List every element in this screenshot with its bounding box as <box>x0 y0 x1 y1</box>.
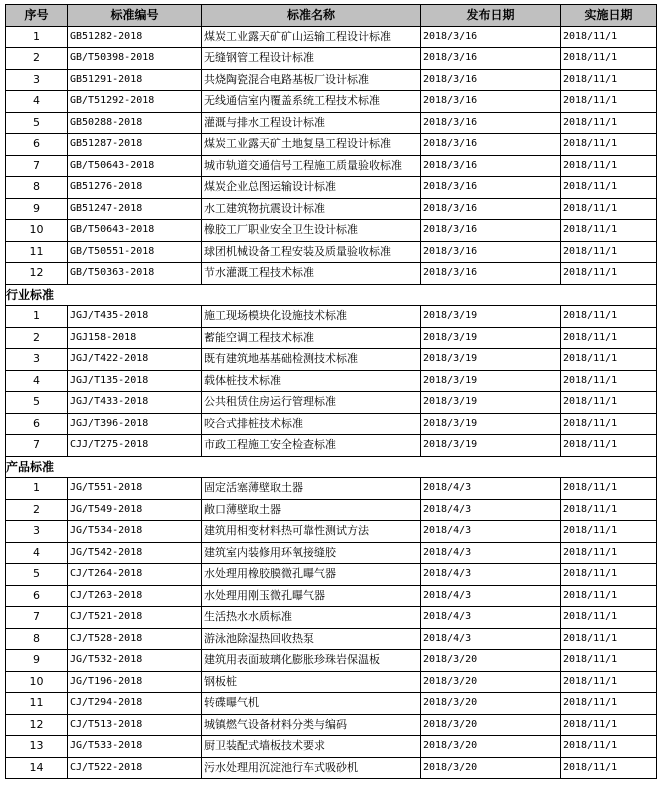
cell-publish-date: 2018/3/16 <box>421 48 561 70</box>
header-effective-date: 实施日期 <box>561 5 657 27</box>
cell-name: 转碟曝气机 <box>202 693 421 715</box>
cell-name: 灌溉与排水工程设计标准 <box>202 112 421 134</box>
cell-code: GB51247-2018 <box>68 198 202 220</box>
table-row <box>6 349 657 371</box>
cell-effective-date: 2018/11/1 <box>561 478 657 500</box>
cell-index: 13 <box>6 736 68 758</box>
cell-publish-date: 2018/3/16 <box>421 220 561 242</box>
table-row <box>6 585 657 607</box>
cell-code: GB/T50643-2018 <box>68 155 202 177</box>
table-row <box>6 26 657 48</box>
cell-code: JG/T196-2018 <box>68 671 202 693</box>
cell-effective-date: 2018/11/1 <box>561 69 657 91</box>
cell-publish-date: 2018/3/20 <box>421 693 561 715</box>
cell-name: 煤炭企业总图运输设计标准 <box>202 177 421 199</box>
table-row <box>6 177 657 199</box>
cell-name: 建筑用相变材料热可靠性测试方法 <box>202 521 421 543</box>
table-row <box>6 521 657 543</box>
cell-code: JG/T534-2018 <box>68 521 202 543</box>
cell-publish-date: 2018/3/16 <box>421 198 561 220</box>
cell-name: 既有建筑地基基础检测技术标准 <box>202 349 421 371</box>
cell-effective-date: 2018/11/1 <box>561 693 657 715</box>
table-row <box>6 736 657 758</box>
cell-publish-date: 2018/4/3 <box>421 628 561 650</box>
cell-index: 1 <box>6 26 68 48</box>
cell-effective-date: 2018/11/1 <box>561 435 657 457</box>
cell-index: 4 <box>6 542 68 564</box>
cell-name: 球团机械设备工程安装及质量验收标准 <box>202 241 421 263</box>
cell-effective-date: 2018/11/1 <box>561 370 657 392</box>
header-row <box>6 5 657 27</box>
table-row <box>6 607 657 629</box>
cell-effective-date: 2018/11/1 <box>561 499 657 521</box>
cell-name: 钢板桩 <box>202 671 421 693</box>
cell-index: 5 <box>6 112 68 134</box>
cell-index: 2 <box>6 499 68 521</box>
section-row <box>6 284 657 306</box>
cell-index: 2 <box>6 327 68 349</box>
cell-effective-date: 2018/11/1 <box>561 521 657 543</box>
table-row <box>6 478 657 500</box>
cell-code: GB51291-2018 <box>68 69 202 91</box>
header-index: 序号 <box>6 5 68 27</box>
cell-name: 水工建筑物抗震设计标准 <box>202 198 421 220</box>
table-row <box>6 220 657 242</box>
cell-effective-date: 2018/11/1 <box>561 413 657 435</box>
cell-index: 8 <box>6 177 68 199</box>
cell-publish-date: 2018/4/3 <box>421 564 561 586</box>
table-row <box>6 628 657 650</box>
cell-name: 节水灌溉工程技术标准 <box>202 263 421 285</box>
cell-publish-date: 2018/4/3 <box>421 499 561 521</box>
cell-index: 7 <box>6 155 68 177</box>
cell-publish-date: 2018/3/16 <box>421 134 561 156</box>
table-row <box>6 435 657 457</box>
cell-name: 公共租赁住房运行管理标准 <box>202 392 421 414</box>
cell-index: 5 <box>6 564 68 586</box>
cell-name: 污水处理用沉淀池行车式吸砂机 <box>202 757 421 779</box>
header-code: 标准编号 <box>68 5 202 27</box>
cell-code: CJ/T513-2018 <box>68 714 202 736</box>
cell-name: 水处理用橡胶膜微孔曝气器 <box>202 564 421 586</box>
cell-code: GB51287-2018 <box>68 134 202 156</box>
cell-index: 9 <box>6 650 68 672</box>
cell-code: JG/T532-2018 <box>68 650 202 672</box>
cell-code: CJJ/T275-2018 <box>68 435 202 457</box>
table-row <box>6 327 657 349</box>
cell-publish-date: 2018/3/20 <box>421 650 561 672</box>
cell-name: 无线通信室内覆盖系统工程技术标准 <box>202 91 421 113</box>
cell-code: GB51276-2018 <box>68 177 202 199</box>
cell-code: GB/T50363-2018 <box>68 263 202 285</box>
cell-name: 蓄能空调工程技术标准 <box>202 327 421 349</box>
cell-index: 7 <box>6 607 68 629</box>
cell-effective-date: 2018/11/1 <box>561 241 657 263</box>
cell-name: 建筑用表面玻璃化膨胀珍珠岩保温板 <box>202 650 421 672</box>
cell-index: 11 <box>6 693 68 715</box>
cell-code: CJ/T521-2018 <box>68 607 202 629</box>
table-row <box>6 370 657 392</box>
cell-publish-date: 2018/4/3 <box>421 585 561 607</box>
cell-publish-date: 2018/4/3 <box>421 521 561 543</box>
cell-effective-date: 2018/11/1 <box>561 327 657 349</box>
cell-code: GB50288-2018 <box>68 112 202 134</box>
cell-effective-date: 2018/11/1 <box>561 564 657 586</box>
cell-effective-date: 2018/11/1 <box>561 177 657 199</box>
cell-name: 煤炭工业露天矿矿山运输工程设计标准 <box>202 26 421 48</box>
cell-publish-date: 2018/3/20 <box>421 757 561 779</box>
cell-name: 厨卫装配式墙板技术要求 <box>202 736 421 758</box>
table-row <box>6 198 657 220</box>
cell-index: 1 <box>6 306 68 328</box>
cell-publish-date: 2018/3/19 <box>421 392 561 414</box>
cell-effective-date: 2018/11/1 <box>561 134 657 156</box>
cell-name: 无缝钢管工程设计标准 <box>202 48 421 70</box>
cell-code: CJ/T294-2018 <box>68 693 202 715</box>
cell-effective-date: 2018/11/1 <box>561 349 657 371</box>
cell-publish-date: 2018/3/16 <box>421 91 561 113</box>
section-row <box>6 456 657 478</box>
table-row <box>6 48 657 70</box>
cell-code: JGJ/T435-2018 <box>68 306 202 328</box>
cell-name: 城镇燃气设备材料分类与编码 <box>202 714 421 736</box>
cell-code: CJ/T263-2018 <box>68 585 202 607</box>
table-row <box>6 499 657 521</box>
table-row <box>6 542 657 564</box>
table-row <box>6 155 657 177</box>
cell-name: 载体桩技术标准 <box>202 370 421 392</box>
cell-index: 3 <box>6 521 68 543</box>
cell-name: 固定活塞薄壁取土器 <box>202 478 421 500</box>
cell-code: JGJ/T396-2018 <box>68 413 202 435</box>
cell-effective-date: 2018/11/1 <box>561 650 657 672</box>
standards-table-container <box>5 4 657 779</box>
cell-publish-date: 2018/3/16 <box>421 155 561 177</box>
table-row <box>6 306 657 328</box>
cell-code: JG/T533-2018 <box>68 736 202 758</box>
cell-index: 2 <box>6 48 68 70</box>
table-row <box>6 671 657 693</box>
cell-code: GB/T50398-2018 <box>68 48 202 70</box>
cell-code: JG/T542-2018 <box>68 542 202 564</box>
cell-code: CJ/T264-2018 <box>68 564 202 586</box>
cell-publish-date: 2018/3/20 <box>421 736 561 758</box>
cell-index: 10 <box>6 671 68 693</box>
section-title: 行业标准 <box>6 284 657 306</box>
cell-name: 游泳池除湿热回收热泵 <box>202 628 421 650</box>
cell-name: 橡胶工厂职业安全卫生设计标准 <box>202 220 421 242</box>
table-row <box>6 134 657 156</box>
cell-effective-date: 2018/11/1 <box>561 607 657 629</box>
table-row <box>6 650 657 672</box>
cell-effective-date: 2018/11/1 <box>561 671 657 693</box>
cell-publish-date: 2018/3/16 <box>421 177 561 199</box>
table-row <box>6 241 657 263</box>
cell-index: 5 <box>6 392 68 414</box>
cell-effective-date: 2018/11/1 <box>561 306 657 328</box>
cell-effective-date: 2018/11/1 <box>561 585 657 607</box>
table-row <box>6 564 657 586</box>
cell-code: GB/T51292-2018 <box>68 91 202 113</box>
table-row <box>6 69 657 91</box>
cell-index: 6 <box>6 134 68 156</box>
cell-effective-date: 2018/11/1 <box>561 757 657 779</box>
table-row <box>6 112 657 134</box>
table-row <box>6 413 657 435</box>
cell-publish-date: 2018/3/16 <box>421 26 561 48</box>
cell-code: GB51282-2018 <box>68 26 202 48</box>
cell-index: 8 <box>6 628 68 650</box>
cell-publish-date: 2018/3/20 <box>421 714 561 736</box>
cell-name: 共烧陶瓷混合电路基板厂设计标准 <box>202 69 421 91</box>
table-row <box>6 263 657 285</box>
cell-effective-date: 2018/11/1 <box>561 220 657 242</box>
cell-publish-date: 2018/3/19 <box>421 349 561 371</box>
cell-publish-date: 2018/4/3 <box>421 478 561 500</box>
cell-code: GB/T50643-2018 <box>68 220 202 242</box>
cell-name: 煤炭工业露天矿土地复垦工程设计标准 <box>202 134 421 156</box>
cell-index: 7 <box>6 435 68 457</box>
cell-index: 6 <box>6 413 68 435</box>
cell-publish-date: 2018/3/19 <box>421 435 561 457</box>
cell-index: 3 <box>6 69 68 91</box>
cell-effective-date: 2018/11/1 <box>561 26 657 48</box>
cell-publish-date: 2018/3/16 <box>421 241 561 263</box>
section-title: 产品标准 <box>6 456 657 478</box>
cell-index: 4 <box>6 91 68 113</box>
cell-index: 12 <box>6 714 68 736</box>
cell-name: 城市轨道交通信号工程施工质量验收标准 <box>202 155 421 177</box>
cell-index: 3 <box>6 349 68 371</box>
cell-index: 4 <box>6 370 68 392</box>
cell-code: CJ/T528-2018 <box>68 628 202 650</box>
cell-name: 市政工程施工安全检查标准 <box>202 435 421 457</box>
cell-effective-date: 2018/11/1 <box>561 542 657 564</box>
cell-effective-date: 2018/11/1 <box>561 628 657 650</box>
cell-code: JG/T549-2018 <box>68 499 202 521</box>
cell-index: 14 <box>6 757 68 779</box>
cell-effective-date: 2018/11/1 <box>561 91 657 113</box>
cell-effective-date: 2018/11/1 <box>561 714 657 736</box>
cell-name: 敞口薄壁取土器 <box>202 499 421 521</box>
cell-index: 9 <box>6 198 68 220</box>
cell-effective-date: 2018/11/1 <box>561 736 657 758</box>
cell-code: JGJ/T433-2018 <box>68 392 202 414</box>
standards-table <box>5 4 657 779</box>
cell-publish-date: 2018/3/16 <box>421 69 561 91</box>
cell-code: JGJ158-2018 <box>68 327 202 349</box>
cell-effective-date: 2018/11/1 <box>561 392 657 414</box>
cell-effective-date: 2018/11/1 <box>561 155 657 177</box>
cell-publish-date: 2018/3/16 <box>421 263 561 285</box>
header-publish-date: 发布日期 <box>421 5 561 27</box>
cell-index: 10 <box>6 220 68 242</box>
cell-name: 施工现场模块化设施技术标准 <box>202 306 421 328</box>
cell-name: 水处理用刚玉微孔曝气器 <box>202 585 421 607</box>
cell-publish-date: 2018/3/19 <box>421 306 561 328</box>
cell-publish-date: 2018/4/3 <box>421 607 561 629</box>
cell-publish-date: 2018/3/19 <box>421 370 561 392</box>
table-body <box>6 26 657 779</box>
cell-code: JG/T551-2018 <box>68 478 202 500</box>
cell-code: CJ/T522-2018 <box>68 757 202 779</box>
cell-index: 1 <box>6 478 68 500</box>
cell-publish-date: 2018/3/16 <box>421 112 561 134</box>
cell-code: JGJ/T135-2018 <box>68 370 202 392</box>
cell-effective-date: 2018/11/1 <box>561 263 657 285</box>
cell-effective-date: 2018/11/1 <box>561 112 657 134</box>
cell-index: 11 <box>6 241 68 263</box>
table-row <box>6 91 657 113</box>
cell-code: GB/T50551-2018 <box>68 241 202 263</box>
cell-name: 建筑室内装修用环氧接缝胶 <box>202 542 421 564</box>
cell-code: JGJ/T422-2018 <box>68 349 202 371</box>
cell-effective-date: 2018/11/1 <box>561 48 657 70</box>
table-row <box>6 693 657 715</box>
cell-publish-date: 2018/4/3 <box>421 542 561 564</box>
cell-publish-date: 2018/3/19 <box>421 327 561 349</box>
cell-index: 12 <box>6 263 68 285</box>
cell-index: 6 <box>6 585 68 607</box>
header-name: 标准名称 <box>202 5 421 27</box>
table-row <box>6 757 657 779</box>
cell-publish-date: 2018/3/20 <box>421 671 561 693</box>
cell-publish-date: 2018/3/19 <box>421 413 561 435</box>
cell-name: 咬合式排桩技术标准 <box>202 413 421 435</box>
cell-name: 生活热水水质标准 <box>202 607 421 629</box>
table-row <box>6 714 657 736</box>
table-row <box>6 392 657 414</box>
cell-effective-date: 2018/11/1 <box>561 198 657 220</box>
